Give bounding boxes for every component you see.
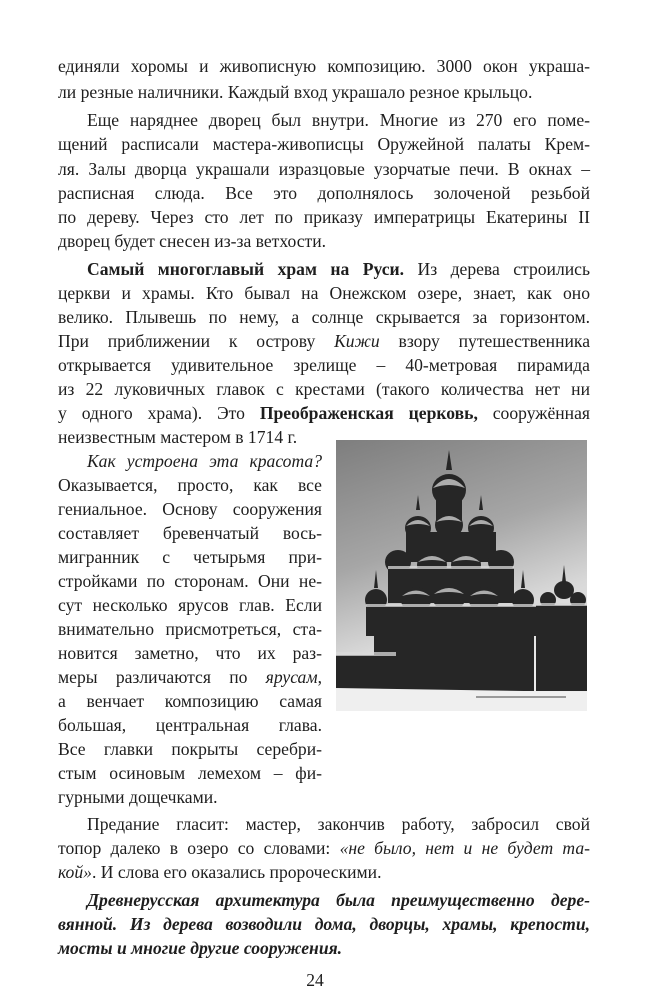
italic-quote: «не было, нет и не будет та-: [339, 838, 590, 858]
summary-line: мосты и многие другие сооружения.: [58, 938, 343, 958]
text-span: При приближении к острову: [58, 331, 335, 351]
italic-question: Как устроена эта красота?: [87, 451, 322, 471]
italic-quote: кой»: [58, 862, 92, 882]
text-line: большая, центральная глава.: [58, 715, 322, 735]
church-illustration-icon: [336, 440, 587, 711]
summary-line: Древнерусская архитектура была преимущественно дере-: [87, 890, 590, 910]
church-photo: [336, 440, 587, 711]
text-line: из 22 луковичных главок с крестами (такого количества нет ни: [58, 379, 590, 399]
text-line: Еще наряднее дворец был внутри. Многие из 270 его поме-: [87, 110, 590, 130]
text-line: [87, 449, 322, 473]
text-span: ,: [317, 667, 322, 687]
text-line: сут несколько ярусов глав. Если: [58, 595, 322, 615]
text-line: [58, 860, 590, 884]
summary-line: вянной. Из дерева возводили дома, дворцы, храмы, крепости,: [58, 914, 590, 934]
bold-term: Преображенская церковь,: [259, 403, 478, 423]
text-span: взору путешественника: [379, 331, 590, 351]
text-line: [58, 836, 590, 860]
text-line: единяли хоромы и живописную композицию. 3000 окон украша-: [58, 56, 590, 76]
text-line: щений расписали мастера-живописцы Оружейной палаты Крем-: [58, 134, 590, 154]
text-line: открывается удивительное зрелище – 40-метровая пирамида: [58, 355, 590, 375]
text-line: Все главки покрыты серебри-: [58, 739, 322, 759]
text-line: мигранник с четырьмя при-: [58, 547, 322, 567]
text-line: новится заметно, что их раз-: [58, 643, 322, 663]
text-line: [58, 665, 322, 689]
section-heading: Самый многоглавый храм на Руси.: [87, 259, 405, 279]
text-line: внимательно присмотреться, ста-: [58, 619, 322, 639]
text-line: Оказывается, просто, как все: [58, 475, 322, 495]
text-line: Предание гласит: мастер, закончив работу, забросил свой: [87, 814, 590, 834]
text-line: неизвестным мастером в 1714 г.: [58, 427, 298, 447]
text-span: . И слова его оказались пророческими.: [91, 862, 382, 882]
page-number: 24: [306, 970, 324, 990]
text-line: составляет бревенчатый вось-: [58, 523, 322, 543]
text-line: ля. Залы дворца украшали изразцовые узорчатые печи. В окнах –: [58, 159, 590, 179]
text-line: расписная слюда. Все это дополнялось золоченой резьбой: [58, 183, 590, 203]
text-span: у одного храма). Это: [58, 403, 260, 423]
text-span: сооружённая: [477, 403, 590, 423]
text-span: топор далеко в озеро со словами:: [58, 838, 340, 858]
text-line: гениальное. Основу сооружения: [58, 499, 322, 519]
text-line: по дереву. Через сто лет по приказу императрицы Екатерины II: [58, 207, 590, 227]
text-line: велико. Плывешь по нему, а солнце скрывается за горизонтом.: [58, 307, 590, 327]
text-line: стройками по сторонам. Они не-: [58, 571, 322, 591]
text-line: дворец будет снесен из-за ветхости.: [58, 231, 327, 251]
text-line: [58, 401, 590, 425]
text-line: а венчает композицию самая: [58, 691, 322, 711]
italic-term: ярусам: [265, 667, 318, 687]
text-line: [58, 329, 590, 353]
text-line: гурными дощечками.: [58, 787, 218, 807]
text-span: меры различаются по: [58, 667, 266, 687]
text-line: ли резные наличники. Каждый вход украшало резное крыльцо.: [58, 82, 533, 102]
text-span: Из дерева строились: [404, 259, 590, 279]
text-line: церкви и храмы. Кто бывал на Онежском озере, знает, как оно: [58, 283, 590, 303]
italic-term: Кижи: [334, 331, 380, 351]
text-line: [87, 257, 590, 281]
text-line: стым осиновым лемехом – фи-: [58, 763, 322, 783]
